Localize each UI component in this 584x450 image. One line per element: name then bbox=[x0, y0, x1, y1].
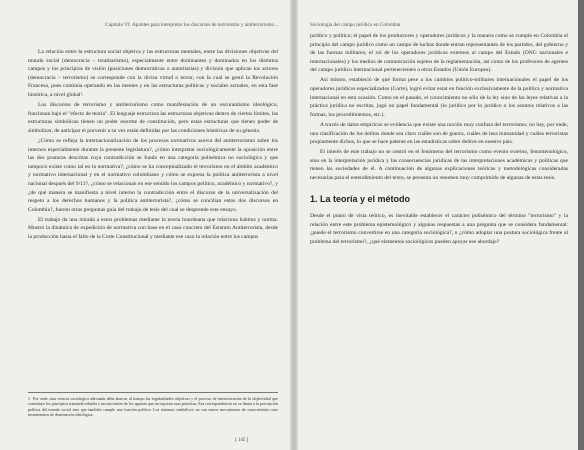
footnote bbox=[28, 392, 278, 418]
left-paragraph: ¿Cómo se refleja la internacionalización de los procesos normativos acerca del antiterrorismo sobre los internos especialmente durante la presente legislatura?, ¿cómo interpretar sociológicamente la oposición entre las dos posturas descritas cuya contradicción se funda en una categoría polisémica no sociológica y que tampoco existe como tal en la normativa?, ¿cómo se ha conceptualizado el terrorismo en el ámbito académico y normativo internacional y en el normativo colombiano y cómo se expresa la política antiterrorista a nivel nacional después del 9/11?, ¿cómo se relacionan en ese sentido los campos político, académico y normativo?, y ¿de qué manera se manifiesta a nivel interno la contradicción entre el discurso de la universalización del respeto a los derechos humanos y la política antiterrorista?, ¿cómo se concilian estos dos discursos en Colombia?, fueron otras preguntas guía del trabajo de tesis del cual se desprende este ensayo. bbox=[28, 137, 278, 213]
page-number: [ 145 ] bbox=[235, 438, 249, 443]
right-page-body bbox=[310, 32, 568, 248]
right-paragraph: El interés de este trabajo no se centró en el fenómeno del terrorismo como evento externo, fenomenológico, sino en la interpretación jurídica y las consecuencias jurídicas de las interpretaciones académicas y políticas que tienen las sociedades de él. A continuación de algunas explicaciones teóricas y metodológicas consideradas necesarias para el entendimiento del texto, se presenta un resumen muy comprimido de algunas de estas tesis. bbox=[310, 149, 568, 181]
right-paragraph: A través de datos empíricos se evidencia que existe una noción muy confusa del terrorismo; no hay, por ende, una clasificación de los delitos donde sea claro cuáles son de guerra, cuáles de lesa humanidad y cuáles terroristas propiamente dichos, lo que se hace patente en las estadísticas sobre delitos en nuestro país. bbox=[310, 121, 568, 146]
left-paragraph: Los discursos de terrorismo y antiterrorismo como manifestación de un oscurantismo ideológico, funcionan bajo el "efecto de teoría". El lenguaje estructura las estructuras objetivas dentro de ciertos límites, las estructuras simbólicas tienen un poder enorme de constitución, pero estas estructuras que tienen poder de simbolizar, de anticipar el porvenir a su vez están definidas por las condiciones históricas de su génesis. bbox=[28, 102, 278, 134]
right-page bbox=[310, 0, 568, 450]
footnote-number: 1 bbox=[28, 396, 31, 401]
book-spine bbox=[290, 0, 298, 450]
left-paragraph: El trabajo da una mirada a estos problemas mediante la teoría bourdeana que relaciona habitus y norma. Mostró la dinámica de expedición de normativa con base en el caso concreto del Estatuto Antiterrorista, desde la producción hasta el fallo de la Corte Constitucional y mediante ese caso la relación entre los campos bbox=[28, 216, 278, 240]
section-heading: 1. La teoría y el método bbox=[310, 193, 411, 204]
left-page-body bbox=[28, 48, 278, 243]
right-paragraph: jurídico y político; el papel de los productores y operadores jurídicos y la manera como se cumple en Colombia el principio del campo jurídico como un campo de luchas donde entran representantes de los partidos, del gobierno y de las fuerzas militares; el rol de los operadores jurídicos externos al campo del Estado (ONG nacionales e internacionales) y los medios de comunicación sujetos de la reglamentación, así como de los profesores de agentes del campo jurídico internacional pertenecientes a otros Estados (Unión Europea). bbox=[310, 33, 568, 74]
right-paragraph: Así mismo, estableció de qué forma pese a los cambios político-militares internacionales el papel de los operadores jurídicos especializados (Corte), logró evitar estar en función exclusivamente de la política y normativa internacional en esta ocasión. Como en el pasado, el conocimiento no sólo de la ley sino de las leyes relativas a la práctica jurídica no escritas, jugó un papel fundamental (lo jurídico por lo jurídico o los asuntos relativos a las formas, los procedimientos, etc.). bbox=[310, 77, 568, 118]
left-running-header: Capítulo VI. Apuntes para interpretar los discursos de terrorismo y antiterrorismo... bbox=[105, 22, 278, 28]
right-running-header: Sociología del campo jurídico en Colombia bbox=[310, 22, 401, 28]
page-edge bbox=[578, 0, 584, 450]
footnote-text: Por ende, una ciencia sociológica adecuada debe abarcar al tiempo las regularidades objetivas y el proceso de interiorización de la objetividad que constituye los principios transindividuales e inconscientes de los agentes que incorporan esas prácticas. Esa correspondencia no se limita a la percepción política del mundo social sino que también cumple una función política. Los sistemas simbólicos no son meros mecanismos de conocimiento sino instrumentos de dominación ideológica. bbox=[28, 396, 278, 418]
left-page bbox=[28, 0, 278, 450]
right-paragraph: Desde el punto de vista teórico, es inevitable establecer el carácter polisémico del término "terrorismo" y la relación entre este problema epistemológico y algunas respuestas a una pregunta que se considera fundamental: ¿puede el terrorismo convertirse en una categoría sociológica?, o ¿cómo adoptar una postura sociológica frente al problema del terrorismo?, ¿qué elementos sociológicos pueden apoyar ese abordaje? bbox=[310, 213, 568, 245]
left-paragraph: La relación entre la estructura social objetiva y las estructuras mentales, entre las divisiones objetivas del mundo social (democracia – totalitarismo), especialmente entre dominantes y dominados en los distintos campos y los principios de visión (posiciones democráticas o autoritarias) y división que aplican los actores (democracia – terrorismo) se corresponde con la divisa virtud o terror, con la cual se gestó la Revolución Francesa, pues continúa operando en las mentes y en las estructuras políticas y sociales actuales, en esta fase histórica, a nivel global¹. bbox=[28, 49, 278, 98]
